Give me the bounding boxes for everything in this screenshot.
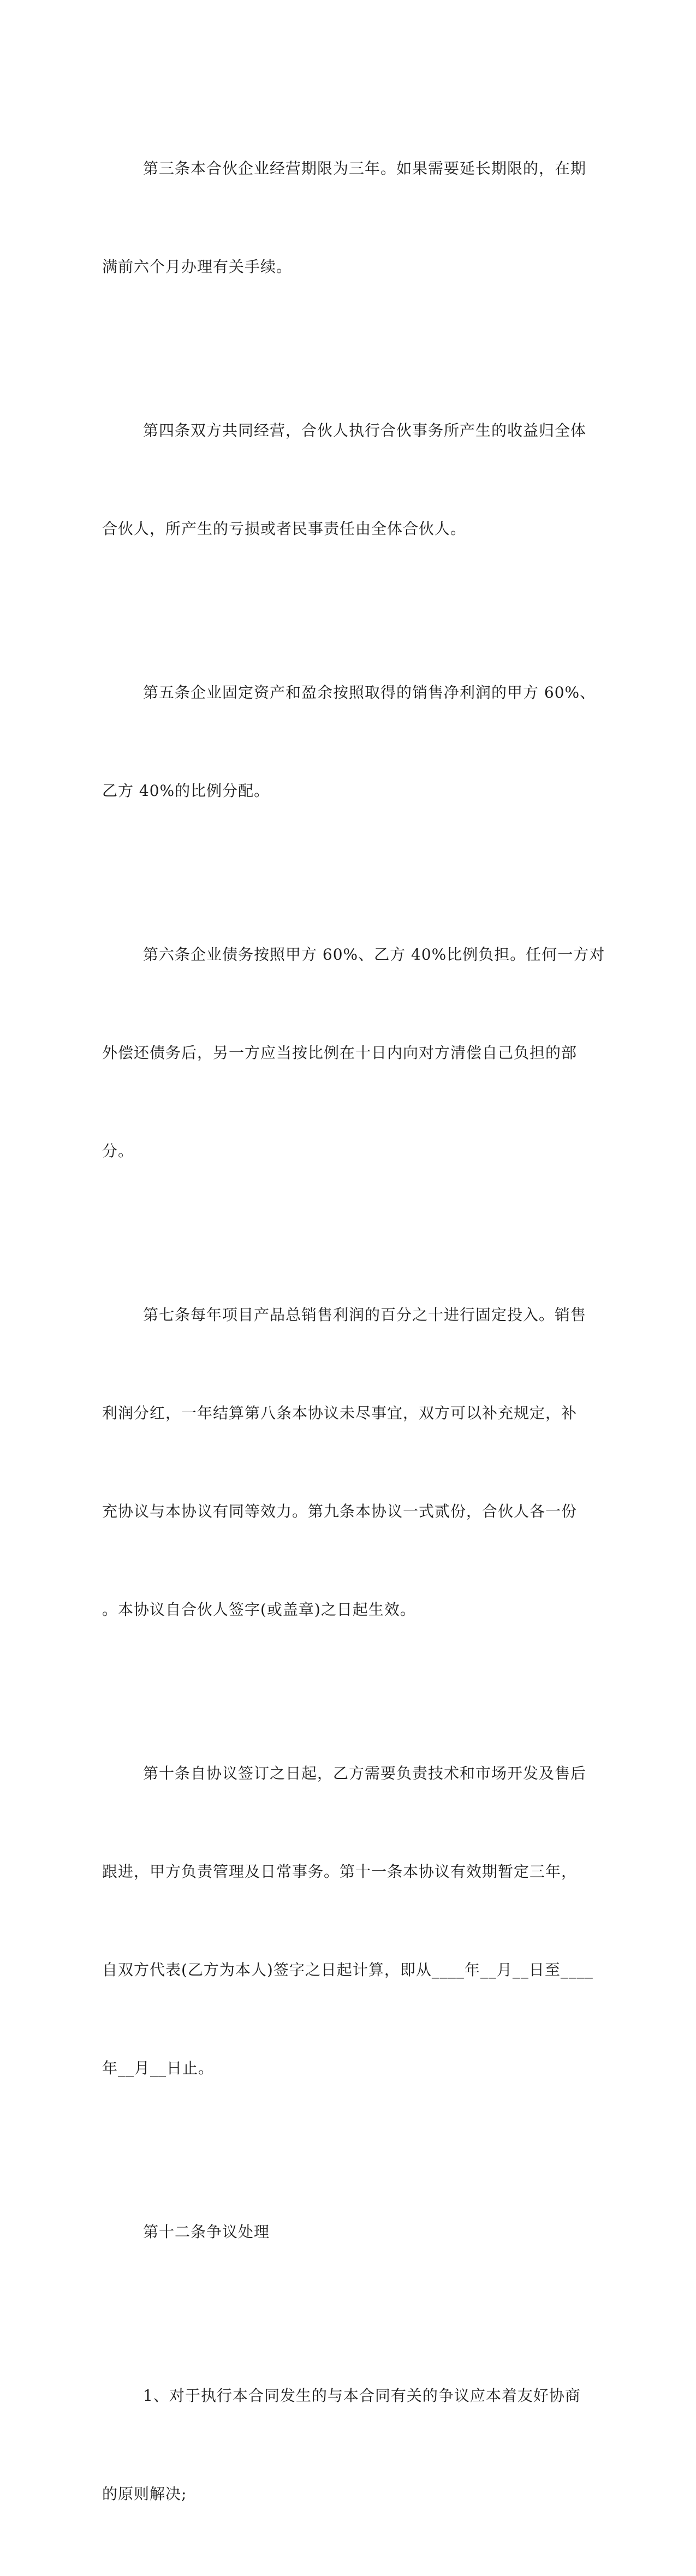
paragraph-line: 充协议与本协议有同等效力。第九条本协议一式贰份，合伙人各一份 (102, 1502, 578, 1520)
article-5-paragraph (102, 611, 596, 873)
document-body (102, 87, 605, 2576)
paragraph-line: 第七条每年项目产品总销售利润的百分之十进行固定投入。销售 (143, 1306, 587, 1324)
paragraph-line: 合伙人，所产生的亏损或者民事责任由全体合伙人。 (102, 520, 467, 538)
paragraph-line: 第十条自协议签订之日起，乙方需要负责技术和市场开发及售后 (143, 1764, 587, 1782)
paragraph-line: 第五条企业固定资产和盈余按照取得的销售净利润的甲方 60%、 (143, 683, 596, 701)
paragraph-line: 1、对于执行本合同发生的与本合同有关的争议应本着友好协商 (143, 2387, 581, 2405)
paragraph-line: 外偿还债务后，另一方应当按比例在十日内向对方清偿自己负担的部 (102, 1044, 578, 1062)
article-10-11-paragraph (102, 1692, 593, 2150)
article-12-heading (102, 2150, 584, 2314)
paragraph-line: 自双方代表(乙方为本人)签字之日起计算，即从____年__月__日至____ (102, 1961, 593, 1979)
paragraph-line: 的原则解决; (102, 2485, 187, 2503)
article-3-paragraph (102, 87, 587, 349)
paragraph-line: 。本协议自合伙人签字(或盖章)之日起生效。 (102, 1601, 416, 1619)
dispute-clause-1-paragraph (102, 2314, 584, 2576)
paragraph-line: 满前六个月办理有关手续。 (102, 258, 293, 276)
paragraph-line: 跟进，甲方负责管理及日常事务。第十一条本协议有效期暂定三年， (102, 1863, 578, 1881)
paragraph-line: 第十二条争议处理 (143, 2223, 270, 2241)
paragraph-line: 利润分红，一年结算第八条本协议未尽事宜，双方可以补充规定，补 (102, 1404, 578, 1422)
paragraph-line: 乙方 40%的比例分配。 (102, 782, 270, 800)
article-4-paragraph (102, 349, 587, 611)
article-7-9-paragraph (102, 1233, 587, 1692)
paragraph-line: 年__月__日止。 (102, 2059, 215, 2077)
paragraph-line: 第六条企业债务按照甲方 60%、乙方 40%比例负担。任何一方对 (143, 945, 605, 963)
paragraph-line: 第三条本合伙企业经营期限为三年。如果需要延长期限的，在期 (143, 159, 587, 177)
article-6-paragraph (102, 873, 605, 1233)
paragraph-line: 分。 (102, 1142, 134, 1160)
paragraph-line: 第四条双方共同经营，合伙人执行合伙事务所产生的收益归全体 (143, 421, 587, 439)
